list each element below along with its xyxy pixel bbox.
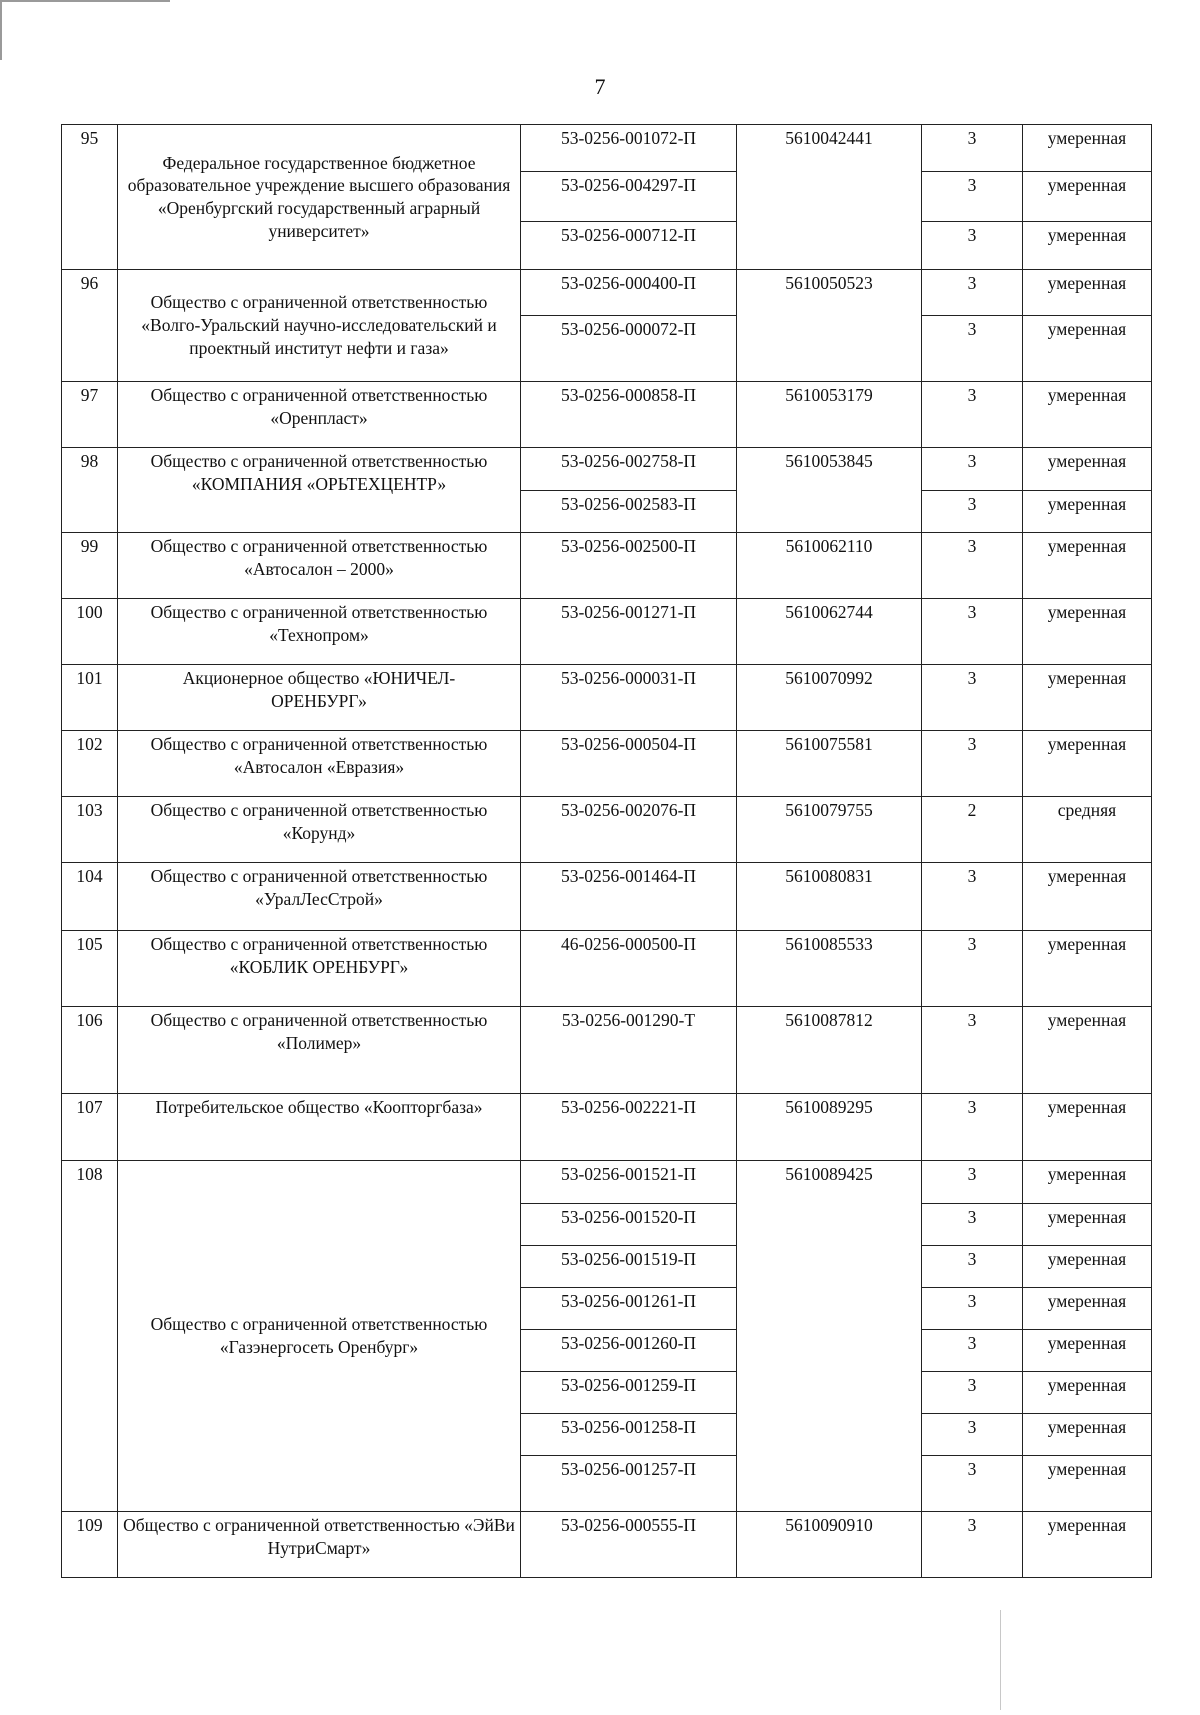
row-number: 104 [62,863,118,931]
category-value: 3 [922,1204,1023,1246]
category-value: 3 [922,1456,1023,1512]
inn-value: 5610080831 [737,863,922,931]
risk-level: умеренная [1023,1007,1152,1094]
object-code: 53-0256-001271-П [521,599,737,665]
organization-name: Общество с ограниченной ответственностью «КОМПАНИЯ «ОРЬТЕХЦЕНТР» [118,448,521,533]
category-value: 2 [922,797,1023,863]
organization-name: Федеральное государственное бюджетное образовательное учреждение высшего образования «Оренбургский государственный аграрный университет» [118,125,521,270]
registry-table [61,124,1152,1578]
organization-name: Общество с ограниченной ответственностью «Полимер» [118,1007,521,1094]
category-value: 3 [922,382,1023,448]
category-value: 3 [922,533,1023,599]
category-value: 3 [922,1288,1023,1330]
category-value: 3 [922,222,1023,270]
inn-value: 5610062744 [737,599,922,665]
page-number: 7 [594,74,606,99]
organization-name: Общество с ограниченной ответственностью «УралЛесСтрой» [118,863,521,931]
object-code: 53-0256-001260-П [521,1330,737,1372]
object-code: 53-0256-000504-П [521,731,737,797]
category-value: 3 [922,316,1023,382]
category-value: 3 [922,1161,1023,1204]
category-value: 3 [922,1414,1023,1456]
category-value: 3 [922,491,1023,533]
risk-level: умеренная [1023,1094,1152,1161]
organization-name: Общество с ограниченной ответственностью «Технопром» [118,599,521,665]
object-code: 53-0256-001261-П [521,1288,737,1330]
table-row [62,448,1152,491]
category-value: 3 [922,125,1023,172]
row-number: 108 [62,1161,118,1512]
object-code: 53-0256-001259-П [521,1372,737,1414]
category-value: 3 [922,1246,1023,1288]
organization-name: Общество с ограниченной ответственностью «Волго-Уральский научно-исследовательский и проектный институт нефти и газа» [118,270,521,382]
category-value: 3 [922,448,1023,491]
table-row [62,1094,1152,1161]
object-code: 53-0256-001290-Т [521,1007,737,1094]
risk-level: умеренная [1023,222,1152,270]
object-code: 53-0256-001258-П [521,1414,737,1456]
table-row [62,665,1152,731]
category-value: 3 [922,1007,1023,1094]
risk-level: умеренная [1023,125,1152,172]
risk-level: умеренная [1023,172,1152,222]
category-value: 3 [922,1372,1023,1414]
risk-level: умеренная [1023,863,1152,931]
risk-level: умеренная [1023,1414,1152,1456]
row-number: 96 [62,270,118,382]
scan-artifact-left-edge [0,0,2,60]
object-code: 53-0256-000712-П [521,222,737,270]
inn-value: 5610075581 [737,731,922,797]
risk-level: средняя [1023,797,1152,863]
table-row [62,125,1152,172]
table-row [62,863,1152,931]
risk-level: умеренная [1023,1330,1152,1372]
risk-level: умеренная [1023,382,1152,448]
scan-artifact-top-line [0,0,170,2]
organization-name: Общество с ограниченной ответственностью «Автосалон «Евразия» [118,731,521,797]
inn-value: 5610050523 [737,270,922,382]
organization-name: Общество с ограниченной ответственностью «Оренпласт» [118,382,521,448]
object-code: 53-0256-000555-П [521,1512,737,1578]
object-code: 53-0256-000400-П [521,270,737,316]
row-number: 106 [62,1007,118,1094]
table-row [62,382,1152,448]
object-code: 53-0256-001072-П [521,125,737,172]
inn-value: 5610089295 [737,1094,922,1161]
risk-level: умеренная [1023,731,1152,797]
table-row [62,1007,1152,1094]
risk-level: умеренная [1023,665,1152,731]
risk-level: умеренная [1023,1246,1152,1288]
organization-name: Общество с ограниченной ответственностью «Газэнергосеть Оренбург» [118,1161,521,1512]
table-row [62,270,1152,316]
inn-value: 5610042441 [737,125,922,270]
row-number: 107 [62,1094,118,1161]
table-row [62,797,1152,863]
category-value: 3 [922,863,1023,931]
organization-name: Потребительское общество «Коопторгбаза» [118,1094,521,1161]
category-value: 3 [922,665,1023,731]
risk-level: умеренная [1023,1161,1152,1204]
row-number: 101 [62,665,118,731]
object-code: 53-0256-000858-П [521,382,737,448]
category-value: 3 [922,1512,1023,1578]
object-code: 53-0256-000072-П [521,316,737,382]
organization-name: Акционерное общество «ЮНИЧЕЛ-ОРЕНБУРГ» [118,665,521,731]
organization-name: Общество с ограниченной ответственностью «Корунд» [118,797,521,863]
risk-level: умеренная [1023,1456,1152,1512]
row-number: 102 [62,731,118,797]
risk-level: умеренная [1023,1204,1152,1246]
inn-value: 5610053179 [737,382,922,448]
object-code: 53-0256-002500-П [521,533,737,599]
table-row [62,1512,1152,1578]
inn-value: 5610079755 [737,797,922,863]
table-row [62,931,1152,1007]
object-code: 53-0256-001521-П [521,1161,737,1204]
object-code: 53-0256-002221-П [521,1094,737,1161]
risk-level: умеренная [1023,1288,1152,1330]
object-code: 53-0256-004297-П [521,172,737,222]
object-code: 53-0256-002583-П [521,491,737,533]
category-value: 3 [922,599,1023,665]
row-number: 95 [62,125,118,270]
inn-value: 5610089425 [737,1161,922,1512]
risk-level: умеренная [1023,1512,1152,1578]
risk-level: умеренная [1023,599,1152,665]
risk-level: умеренная [1023,316,1152,382]
inn-value: 5610087812 [737,1007,922,1094]
scan-artifact-right-bottom [1000,1610,1001,1710]
table-row [62,1161,1152,1204]
object-code: 53-0256-001464-П [521,863,737,931]
risk-level: умеренная [1023,1372,1152,1414]
row-number: 97 [62,382,118,448]
object-code: 53-0256-002758-П [521,448,737,491]
table-row [62,533,1152,599]
object-code: 53-0256-002076-П [521,797,737,863]
object-code: 46-0256-000500-П [521,931,737,1007]
row-number: 100 [62,599,118,665]
inn-value: 5610053845 [737,448,922,533]
table-row [62,731,1152,797]
inn-value: 5610085533 [737,931,922,1007]
row-number: 98 [62,448,118,533]
category-value: 3 [922,931,1023,1007]
table-row [62,599,1152,665]
object-code: 53-0256-000031-П [521,665,737,731]
category-value: 3 [922,172,1023,222]
category-value: 3 [922,731,1023,797]
row-number: 109 [62,1512,118,1578]
object-code: 53-0256-001520-П [521,1204,737,1246]
organization-name: Общество с ограниченной ответственностью «Автосалон – 2000» [118,533,521,599]
inn-value: 5610070992 [737,665,922,731]
object-code: 53-0256-001257-П [521,1456,737,1512]
category-value: 3 [922,1094,1023,1161]
risk-level: умеренная [1023,270,1152,316]
row-number: 105 [62,931,118,1007]
category-value: 3 [922,1330,1023,1372]
inn-value: 5610062110 [737,533,922,599]
inn-value: 5610090910 [737,1512,922,1578]
organization-name: Общество с ограниченной ответственностью «КОБЛИК ОРЕНБУРГ» [118,931,521,1007]
organization-name: Общество с ограниченной ответственностью «ЭйВи НутриСмарт» [118,1512,521,1578]
category-value: 3 [922,270,1023,316]
risk-level: умеренная [1023,491,1152,533]
risk-level: умеренная [1023,448,1152,491]
object-code: 53-0256-001519-П [521,1246,737,1288]
row-number: 103 [62,797,118,863]
row-number: 99 [62,533,118,599]
risk-level: умеренная [1023,533,1152,599]
risk-level: умеренная [1023,931,1152,1007]
